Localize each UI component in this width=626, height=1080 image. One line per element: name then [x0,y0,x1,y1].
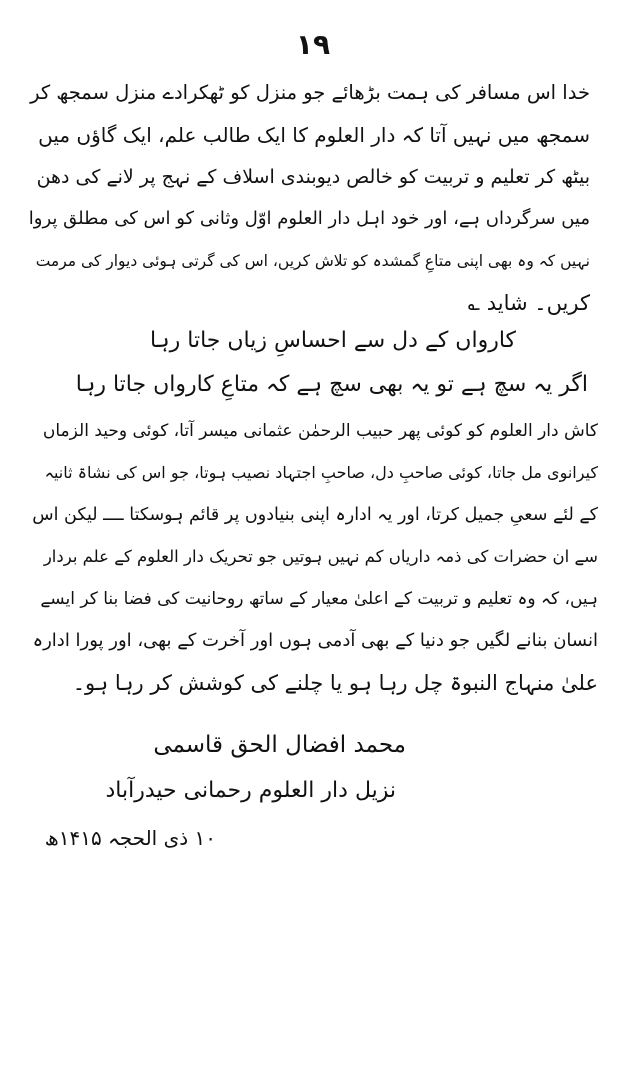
text-line: میں سرگرداں ہے، اور خود اہل دار العلوم اوّل وثانی کو اس کی مطلق پروا [28,208,590,229]
author-name: محمد افضال الحق قاسمی [153,732,406,758]
signature-date: ۱۰ ذی الحجہ ۱۴۱۵ھ [44,826,216,850]
verse-line-1: کارواں کے دل سے احساسِ زیاں جاتا رہا [150,328,516,353]
author-location: نزیل دار العلوم رحمانی حیدرآباد [105,778,396,803]
text-line: سمجھ میں نہیں آتا کہ دار العلوم کا ایک طالب علم، ایک گاؤں میں [38,123,590,147]
text-line: سے ان حضرات کی ذمہ داریاں کم نہیں ہوتیں جو تحریک دار العلوم کے علم بردار [43,547,598,566]
text-line: علیٰ منہاج النبوۃ چل رہا ہو یا چلنے کی کوشش کر رہا ہو۔ [72,671,598,695]
text-line: کیرانوی مل جاتا، کوئی صاحبِ دل، صاحبِ اجتہاد نصیب ہوتا، جو اس کی نشاۃ ثانیہ [44,463,598,482]
text-line: کے لئے سعیِ جمیل کرتا، اور یہ ادارہ اپنی بنیادوں پر قائم ہوسکتا ــــ لیکن اس [32,505,598,525]
text-line: انسان بنانے لگیں جو دنیا کے بھی آدمی ہوں اور آخرت کے بھی، اور پورا ادارہ [32,630,598,651]
page-number: ۱۹ [295,28,331,61]
verse-line-2: اگر یہ سچ ہے تو یہ بھی سچ ہے کہ متاعِ کارواں جاتا رہا [75,372,588,397]
paragraph-1 [28,72,590,324]
text-line: کاش دار العلوم کو کوئی پھر حبیب الرحمٰن عثمانی میسر آتا، کوئی وحید الزماں [42,421,598,441]
text-line: نہیں کہ وہ بھی اپنی متاعِ گمشدہ کو تلاش کریں، اس کی گرتی ہوئی دیوار کی مرمت [35,252,590,270]
text-line: خدا اس مسافر کی ہمت بڑھائے جو منزل کو ٹھکرادے منزل سمجھ کر [30,81,590,104]
text-line: کریں۔ شاید ؎ [467,291,590,315]
text-line: بیٹھ کر تعلیم و تربیت کو خالص دیوبندی اسلاف کے نہج پر لانے کی دھن [36,166,590,188]
paragraph-2 [28,410,598,704]
text-line: ہیں، کہ وہ تعلیم و تربیت کے اعلیٰ معیار کے ساتھ روحانیت کی فضا بنا کر ایسے [40,589,598,609]
